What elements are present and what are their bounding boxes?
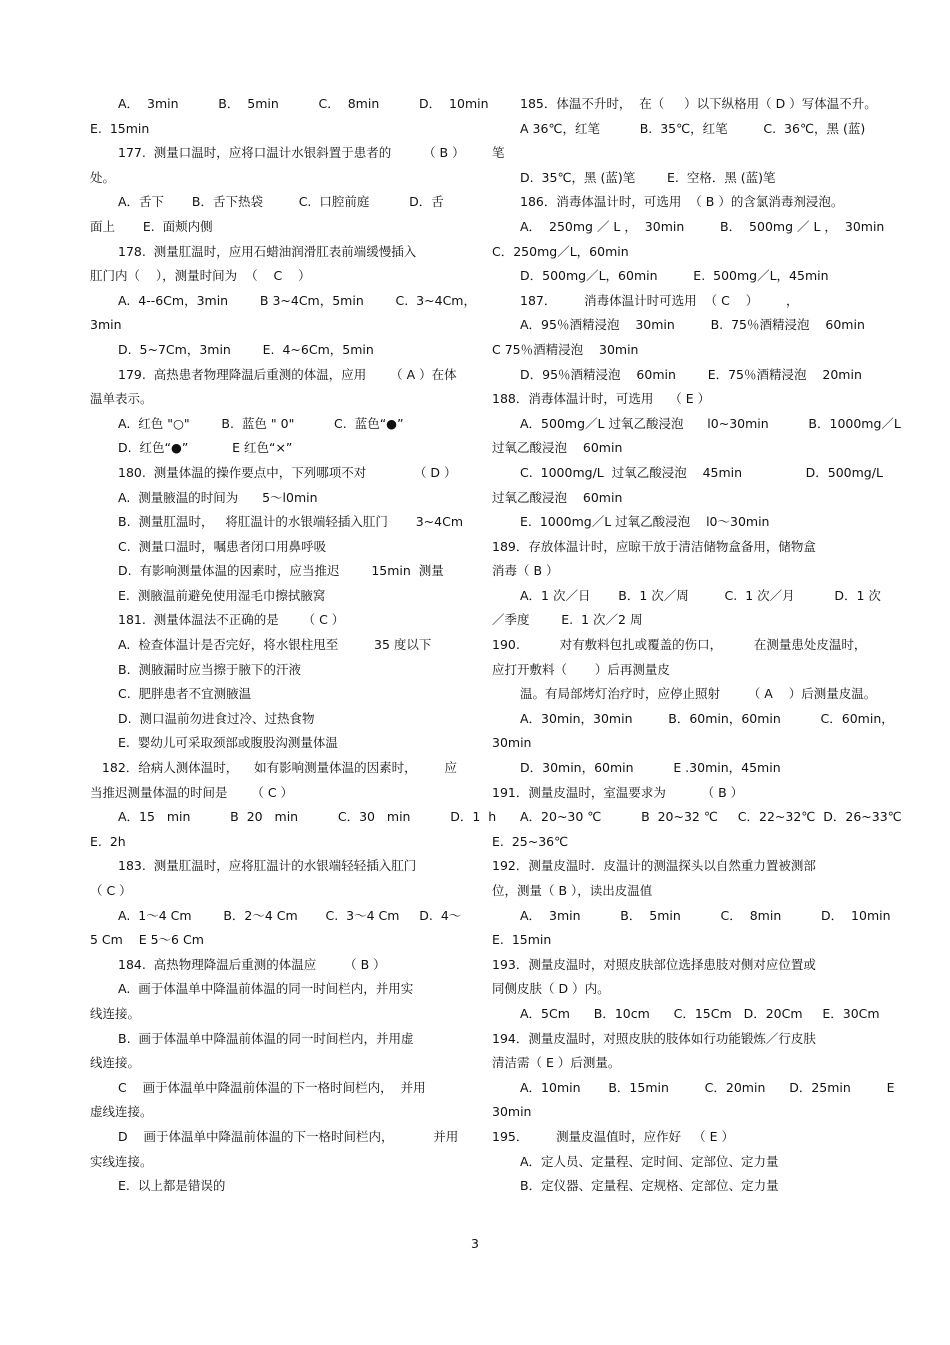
text-line: 177. 测量口温时，应将口温计水银斜置于患者的 （ B ） xyxy=(118,145,465,161)
text-line: 过氧乙酸浸泡 60min xyxy=(492,440,623,456)
text-line: 189．存放体温计时，应晾干放于清洁储物盒备用，储物盒 xyxy=(492,538,816,554)
text-line: A. 画于体温单中降温前体温的同一时间栏内，并用实 xyxy=(118,981,414,997)
text-line: E. 15min xyxy=(492,932,552,948)
text-line: 清洁需（ E ）后测量。 xyxy=(492,1055,621,1071)
text-line: 180. 测量体温的操作要点中，下列哪项不对 （ D ） xyxy=(118,464,457,480)
text-line: E. 2h xyxy=(90,833,126,849)
text-line: 线连接。 xyxy=(90,1005,141,1021)
text-line: 30min xyxy=(492,1104,532,1120)
text-line: A． 3min B． 5min C． 8min D． 10min xyxy=(520,907,891,923)
text-line: D. 5~7Cm，3min E. 4~6Cm，5min xyxy=(118,341,374,357)
text-line: A. 红色 "○" B. 蓝色 " 0" C. 蓝色“●” xyxy=(118,415,404,431)
text-line: C. 肥胖患者不宜测腋温 xyxy=(118,686,252,702)
text-line: D. 测口温前勿进食过冷、过热食物 xyxy=(118,710,315,726)
text-line: 面上 E. 面颊内侧 xyxy=(90,218,213,234)
text-line: （ C ） xyxy=(90,883,132,898)
text-line: 195． 测量皮温值时，应作好 （ E ） xyxy=(492,1128,734,1144)
text-line: 同侧皮肤（ D ）内。 xyxy=(492,981,610,997)
text-line: 消毒（ B ） xyxy=(492,563,559,579)
text-line: A． 250mg ／ L ， 30min B． 500mg ／ L ， 30min xyxy=(520,218,885,234)
text-line: 虚线连接。 xyxy=(90,1104,153,1120)
text-line: D. 35℃，黑 (蓝)笔 E. 空格．黑 (蓝)笔 xyxy=(520,169,776,185)
text-line: B. 测腋漏时应当擦于腋下的汗液 xyxy=(118,661,301,677)
text-line: D．30min，60min E .30min，45min xyxy=(520,760,781,776)
text-line: ／季度 E. 1 次／2 周 xyxy=(492,612,643,628)
text-line: A．500mg／L 过氧乙酸浸泡 l0~30min B．1000mg／L xyxy=(520,415,901,431)
left-column xyxy=(90,92,497,1199)
text-line: 184. 高热物理降温后重测的体温应 （ B ） xyxy=(118,956,386,972)
text-line: 186．消毒体温计时，可选用 （ B ）的含氯消毒剂浸泡。 xyxy=(520,194,844,210)
text-line: A． 3min B． 5min C． 8min D． 10min xyxy=(118,96,489,111)
text-line: 当推迟测量体温的时间是 （ C ） xyxy=(90,784,294,800)
text-line: B. 画于体温单中降温前体温的同一时间栏内，并用虚 xyxy=(118,1030,414,1046)
text-line: A．舌下 B．舌下热袋 C. 口腔前庭 D．舌 xyxy=(118,194,444,210)
text-line: E. 1000mg／L 过氧乙酸浸泡 l0～30min xyxy=(520,514,770,530)
text-line: 188．消毒体温计时，可选用 （ E ） xyxy=(492,391,711,407)
right-column xyxy=(492,92,902,1199)
text-line: D．95％酒精浸泡 60min E．75％酒精浸泡 20min xyxy=(520,366,862,382)
text-line: 30min xyxy=(492,735,532,751)
text-line: D. 有影响测量体温的因素时，应当推迟 15min 测量 xyxy=(118,563,444,579)
text-line: D. 红色“●” E 红色“×” xyxy=(118,440,293,456)
text-line: 190. 对有敷料包扎或覆盖的伤口， 在测量患处皮温时， xyxy=(492,637,867,653)
text-line: C. 1000mg/L 过氧乙酸浸泡 45min D．500mg/L xyxy=(520,464,883,480)
text-line: 过氧乙酸浸泡 60min xyxy=(492,489,623,505)
text-line: 处。 xyxy=(90,169,116,185)
text-line: A．1 次／日 B．1 次／周 C. 1 次／月 D．1 次 xyxy=(520,587,881,603)
text-line: 193．测量皮温时，对照皮肤部位选择患肢对侧对应位置或 xyxy=(492,956,816,972)
page-number: 3 xyxy=(471,1236,479,1251)
text-line: A．30min，30min B．60min，60min C．60min， xyxy=(520,710,894,726)
text-line: 线连接。 xyxy=(90,1055,141,1071)
text-line: 应打开敷料（ ）后再测量皮 xyxy=(492,661,670,677)
text-line: E. 测腋温前避免使用湿毛巾擦拭腋窝 xyxy=(118,587,326,603)
text-line: A. 检查体温计是否完好，将水银柱甩至 35 度以下 xyxy=(118,637,432,653)
text-line: A．15 min B 20 min C．30 min D．1 h xyxy=(118,809,497,825)
text-line: 实线连接。 xyxy=(90,1153,153,1169)
text-line: 3min xyxy=(90,317,122,333)
text-line: A. 1～4 Cm B．2～4 Cm C. 3～4 Cm D. 4～ xyxy=(118,907,462,923)
text-line: B．定仪器、定量程、定规格、定部位、定力量 xyxy=(520,1178,779,1194)
text-line: 178. 测量肛温时，应用石蜡油润滑肛表前端缓慢插入 xyxy=(118,243,417,259)
text-line: 温。有局部烤灯治疗时，应停止照射 （ A ）后测量皮温。 xyxy=(520,686,877,702)
text-line: 182．给病人测体温时， 如有影响测量体温的因素时， 应 xyxy=(90,760,457,776)
text-line: 179. 高热患者物理降温后重测的体温，应用 （ A ）在体 xyxy=(118,366,457,382)
text-line: 192．测量皮温时．皮温计的测温探头以自然重力置被测部 xyxy=(492,858,816,874)
text-line: 5 Cm E 5～6 Cm xyxy=(90,932,204,948)
text-line: C 画于体温单中降温前体温的下一格时间栏内， 并用 xyxy=(118,1079,426,1095)
text-line: A．10min B．15min C．20min D．25min E xyxy=(520,1079,895,1095)
text-line: 187． 消毒体温计时可选用 （ C ） ， xyxy=(520,292,799,308)
text-line: A．95％酒精浸泡 30min B. 75％酒精浸泡 60min xyxy=(520,317,865,333)
text-line: A. 4--6Cm，3min B 3~4Cm，5min C. 3~4Cm， xyxy=(118,292,476,308)
text-line: 194．测量皮温时，对照皮肤的肢体如行功能锻炼／行皮肤 xyxy=(492,1030,816,1046)
text-line: C．250mg／L，60min xyxy=(492,243,629,259)
text-line: 位，测量（ B ），读出皮温值 xyxy=(492,883,653,898)
text-line: B. 测量肛温时， 将肛温计的水银端轻插入肛门 3~4Cm xyxy=(118,514,464,530)
text-line: D 画于体温单中降温前体温的下一格时间栏内， 并用 xyxy=(118,1128,459,1144)
text-line: 笔 xyxy=(492,145,505,161)
text-line: 温单表示。 xyxy=(90,391,153,407)
text-line: 183. 测量肛温时，应将肛温计的水银端轻轻插入肛门 xyxy=(118,858,417,874)
text-line: E. 15min xyxy=(90,120,150,136)
text-line: C. 测量口温时，嘱患者闭口用鼻呼吸 xyxy=(118,538,327,554)
text-line: 191．测量皮温时，室温要求为 （ B ） xyxy=(492,784,744,800)
text-line: D．500mg／L，60min E. 500mg／L，45min xyxy=(520,268,829,284)
text-line: E. 婴幼儿可采取颈部或腹股沟测量体温 xyxy=(118,735,338,751)
text-line: 肛门内（ ），测量时间为 （ C ） xyxy=(90,268,311,284)
text-line: 185．体温不升时， 在（ ）以下纵格用（ D ）写体温不升。 xyxy=(520,96,877,111)
text-line: A．20~30 ℃ B 20~32 ℃ C．22~32℃ D．26~33℃ xyxy=(520,809,902,825)
text-line: A．定人员、定量程、定时间、定部位、定力量 xyxy=(520,1153,779,1169)
text-line: A．5Cm B．10cm C．15Cm D．20Cm E．30Cm xyxy=(520,1005,880,1021)
text-line: E. 25~36℃ xyxy=(492,833,569,849)
text-line: E. 以上都是错误的 xyxy=(118,1178,226,1194)
text-line: 181. 测量体温法不正确的是 （ C ） xyxy=(118,612,345,628)
text-line: A 36℃，红笔 B. 35℃，红笔 C. 36℃，黑 (蓝) xyxy=(520,120,866,136)
text-line: A. 测量腋温的时间为 5～l0min xyxy=(118,489,318,505)
text-line: C 75％酒精浸泡 30min xyxy=(492,341,639,357)
